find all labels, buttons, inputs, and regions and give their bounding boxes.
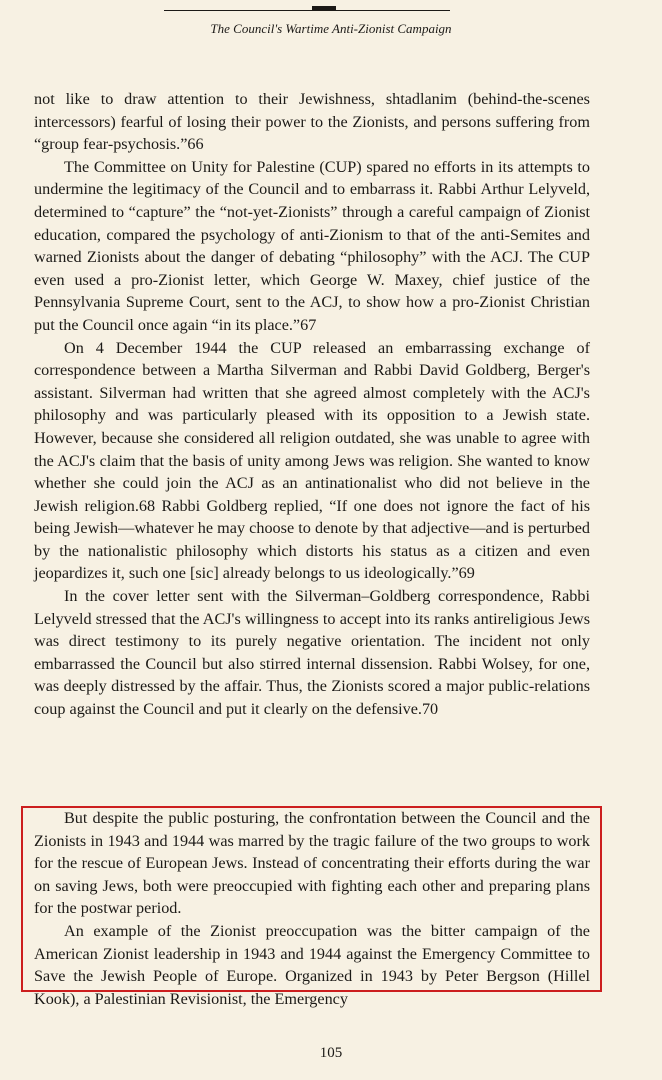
paragraph-6: An example of the Zionist preoccupation was the bitter campaign of the American Zionist leadership in 1943 and 1944 against the Emergency Committee to Save the Jewish People of Europe. Organized in 1943 by Peter Bergson (Hillel Kook), a Palestinian Revisionist, the Emergency — [34, 921, 590, 1008]
running-head: The Council's Wartime Anti-Zionist Campaign — [210, 21, 452, 36]
paragraph-2: The Committee on Unity for Palestine (CUP) spared no efforts in its attempts to undermine the legitimacy of the Council and to embarrass it. Rabbi Arthur Lelyveld, determined to “capture” the “not-yet-Zionists” through a careful campaign of Zionist education, compared the psychology of anti-Zionism to that of the anti-Semites and warned Zionists about the danger of debating “philosophy” with the ACJ. The CUP even used a pro-Zionist letter, which George W. Maxey, chief justice of the Pennsylvania Supreme Court, sent to the ACJ, to show how a pro-Zionist Christian put the Council once again “in its place.”67 — [34, 157, 590, 334]
header-rule — [164, 10, 450, 11]
paragraph-5: But despite the public posturing, the confrontation between the Council and the Zionists in 1943 and 1944 was marred by the tragic failure of the two groups to work for the rescue of European Jews. Instead of concentrating their efforts during the war on saving Jews, both were preoccupied with fighting each other and preparing plans for the postwar period. — [34, 809, 590, 918]
paragraph-3: On 4 December 1944 the CUP released an embarrassing exchange of correspondence between a Martha Silverman and Rabbi David Goldberg, Berger's assistant. Silverman had written that she agreed almost completely with the ACJ's philosophy and was particularly pleased with its opposition to a Jewish state. However, because she considered all religion outdated, she was unable to agree with the ACJ's claim that the basis of unity among Jews was religion. She wanted to know whether she could join the ACJ as an antinationalist who did not believe in the Jewish religion.68 Rabbi Goldberg replied, “If one does not ignore the fact of his being Jewish—whatever he may choose to denote by that adjective—and is perturbed by the nationalistic philosophy which distorts his status as a citizen and even jeopardizes it, such one [sic] already belongs to us ideologically.”69 — [34, 338, 590, 583]
body-text-upper — [34, 88, 590, 721]
page-number: 105 — [319, 1045, 343, 1061]
paragraph-4: In the cover letter sent with the Silverman–Goldberg correspondence, Rabbi Lelyveld stressed that the ACJ's willingness to accept into its ranks antireligious Jews was direct testimony to its purely negative orientation. The incident not only embarrassed the Council but also stirred internal dissension. Rabbi Wolsey, for one, was deeply distressed by the affair. Thus, the Zionists scored a major public-relations coup against the Council and put it clearly on the defensive.70 — [34, 587, 590, 719]
body-text-highlighted — [34, 807, 590, 1010]
paragraph-1: not like to draw attention to their Jewishness, shtadlanim (behind-the-scenes intercessors) fearful of losing their power to the Zionists, and persons suffering from “group fear-psychosis.”66 — [34, 90, 590, 154]
